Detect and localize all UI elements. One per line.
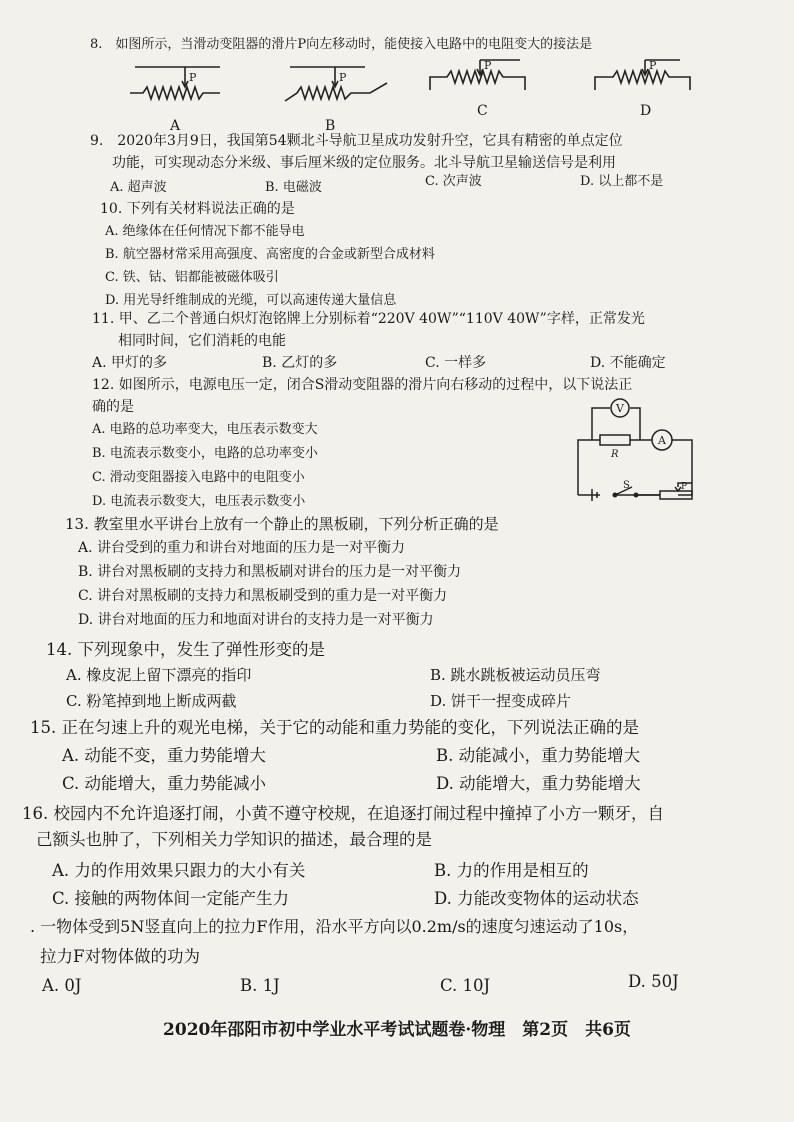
q8-slider-label-a: P [189, 71, 197, 84]
q14-option-b: B. 跳水跳板被运动员压弯 [430, 666, 601, 684]
q12-line1: 12. 如图所示，电源电压一定，闭合S滑动变阻器的滑片向右移动的过程中，以下说法正 [92, 377, 633, 393]
q12-option-a: A. 电路的总功率变大，电压表示数变大 [92, 422, 318, 437]
q17-option-a: A. 0J [42, 976, 82, 995]
q13-option-d: D. 讲台对地面的压力和地面对讲台的支持力是一对平衡力 [78, 612, 434, 628]
q9-option-b: B. 电磁波 [265, 180, 322, 195]
q15-option-d: D. 动能增大，重力势能增大 [436, 774, 641, 793]
q8-label-c: C [477, 103, 488, 119]
q10-option-b: B. 航空器材常采用高强度、高密度的合金或新型合成材料 [105, 247, 435, 262]
q17-line1: . 一物体受到5N竖直向上的拉力F作用，沿水平方向以0.2m/s的速度匀速运动了10s， [30, 917, 639, 936]
q11-option-a: A. 甲灯的多 [92, 355, 168, 371]
q8-slider-label-c: P [484, 59, 492, 72]
q8-label-d: D [640, 103, 652, 119]
q17-option-b: B. 1J [240, 976, 280, 995]
q11-option-c: C. 一样多 [425, 355, 487, 371]
q15-option-a: A. 动能不变，重力势能增大 [62, 746, 266, 765]
q16-option-c: C. 接触的两物体间一定能产生力 [52, 889, 290, 908]
q14-stem: 14. 下列现象中，发生了弹性形变的是 [46, 640, 325, 659]
q17-option-d: D. 50J [628, 972, 679, 991]
q12-circuit-diagram [570, 395, 705, 510]
q15-stem: 15. 正在匀速上升的观光电梯，关于它的动能和重力势能的变化，下列说法正确的是 [30, 718, 639, 737]
q13-stem: 13. 教室里水平讲台上放有一个静止的黑板刷，下列分析正确的是 [65, 515, 499, 533]
q12-voltmeter-label: V [616, 402, 624, 415]
q9-option-d: D. 以上都不是 [580, 174, 664, 189]
q13-option-a: A. 讲台受到的重力和讲台对地面的压力是一对平衡力 [78, 540, 406, 556]
q10-stem: 10. 下列有关材料说法正确的是 [100, 201, 295, 217]
q16-line2: 己额头也肿了，下列相关力学知识的描述，最合理的是 [36, 830, 432, 849]
q11-line2: 相同时间，它们消耗的电能 [118, 333, 286, 349]
q9-option-c: C. 次声波 [425, 174, 482, 189]
q12-option-b: B. 电流表示数变小，电路的总功率变小 [92, 446, 318, 461]
q15-option-b: B. 动能减小，重力势能增大 [436, 746, 641, 765]
q9-line1: 9. 2020年3月9日，我国第54颗北斗导航卫星成功发射升空，它具有精密的单点定位 [90, 133, 623, 149]
page-footer: 2020年邵阳市初中学业水平考试试题卷·物理 第2页 共6页 [163, 1020, 631, 1040]
q13-option-b: B. 讲台对黑板刷的支持力和黑板刷对讲台的压力是一对平衡力 [78, 564, 462, 580]
q14-option-c: C. 粉笔掉到地上断成两截 [66, 692, 237, 710]
q15-option-c: C. 动能增大，重力势能减小 [62, 774, 267, 793]
q12-option-c: C. 滑动变阻器接入电路中的电阻变小 [92, 470, 305, 485]
q16-option-b: B. 力的作用是相互的 [434, 861, 589, 880]
q17-option-c: C. 10J [440, 976, 491, 995]
q12-switch-label: S [623, 480, 630, 491]
q8-label-a: A [170, 118, 181, 134]
q14-option-a: A. 橡皮泥上留下漂亮的指印 [66, 666, 252, 684]
q11-option-b: B. 乙灯的多 [262, 355, 338, 371]
q12-line2: 确的是 [92, 399, 134, 415]
q8-slider-label-b: P [339, 71, 347, 84]
q12-option-d: D. 电流表示数变大，电压表示数变小 [92, 494, 306, 509]
q10-option-d: D. 用光导纤维制成的光缆，可以高速传递大量信息 [105, 293, 397, 308]
q11-option-d: D. 不能确定 [590, 355, 666, 371]
q9-line2: 功能，可实现动态分米级、事后厘米级的定位服务。北斗导航卫星输送信号是利用 [112, 155, 616, 171]
q12-resistor-label: R [611, 449, 619, 460]
q8-rheostat-figures [125, 55, 725, 115]
q8-stem: 8. 如图所示，当滑动变阻器的滑片P向左移动时，能使接入电路中的电阻变大的接法是 [90, 37, 593, 52]
q8-slider-label-d: P [649, 59, 657, 72]
q16-option-d: D. 力能改变物体的运动状态 [434, 889, 639, 908]
q12-slider-label: P [681, 482, 688, 492]
q13-option-c: C. 讲台对黑板刷的支持力和黑板刷受到的重力是一对平衡力 [78, 588, 448, 604]
q14-option-d: D. 饼干一捏变成碎片 [430, 692, 572, 710]
q16-line1: 16. 校园内不允许追逐打闹，小黄不遵守校规，在追逐打闹过程中撞掉了小方一颗牙，自 [22, 804, 664, 823]
q10-option-c: C. 铁、钴、铝都能被磁体吸引 [105, 270, 279, 285]
q10-option-a: A. 绝缘体在任何情况下都不能导电 [105, 224, 305, 239]
q9-option-a: A. 超声波 [110, 180, 167, 195]
q17-line2: 拉力F对物体做的功为 [40, 947, 200, 966]
q12-ammeter-label: A [658, 434, 666, 447]
q11-line1: 11. 甲、乙二个普通白炽灯泡铭牌上分别标着“220V 40W”“110V 40W”字样，正常发光 [92, 311, 645, 327]
q16-option-a: A. 力的作用效果只跟力的大小有关 [52, 861, 306, 880]
q8-label-b: B [325, 118, 336, 134]
